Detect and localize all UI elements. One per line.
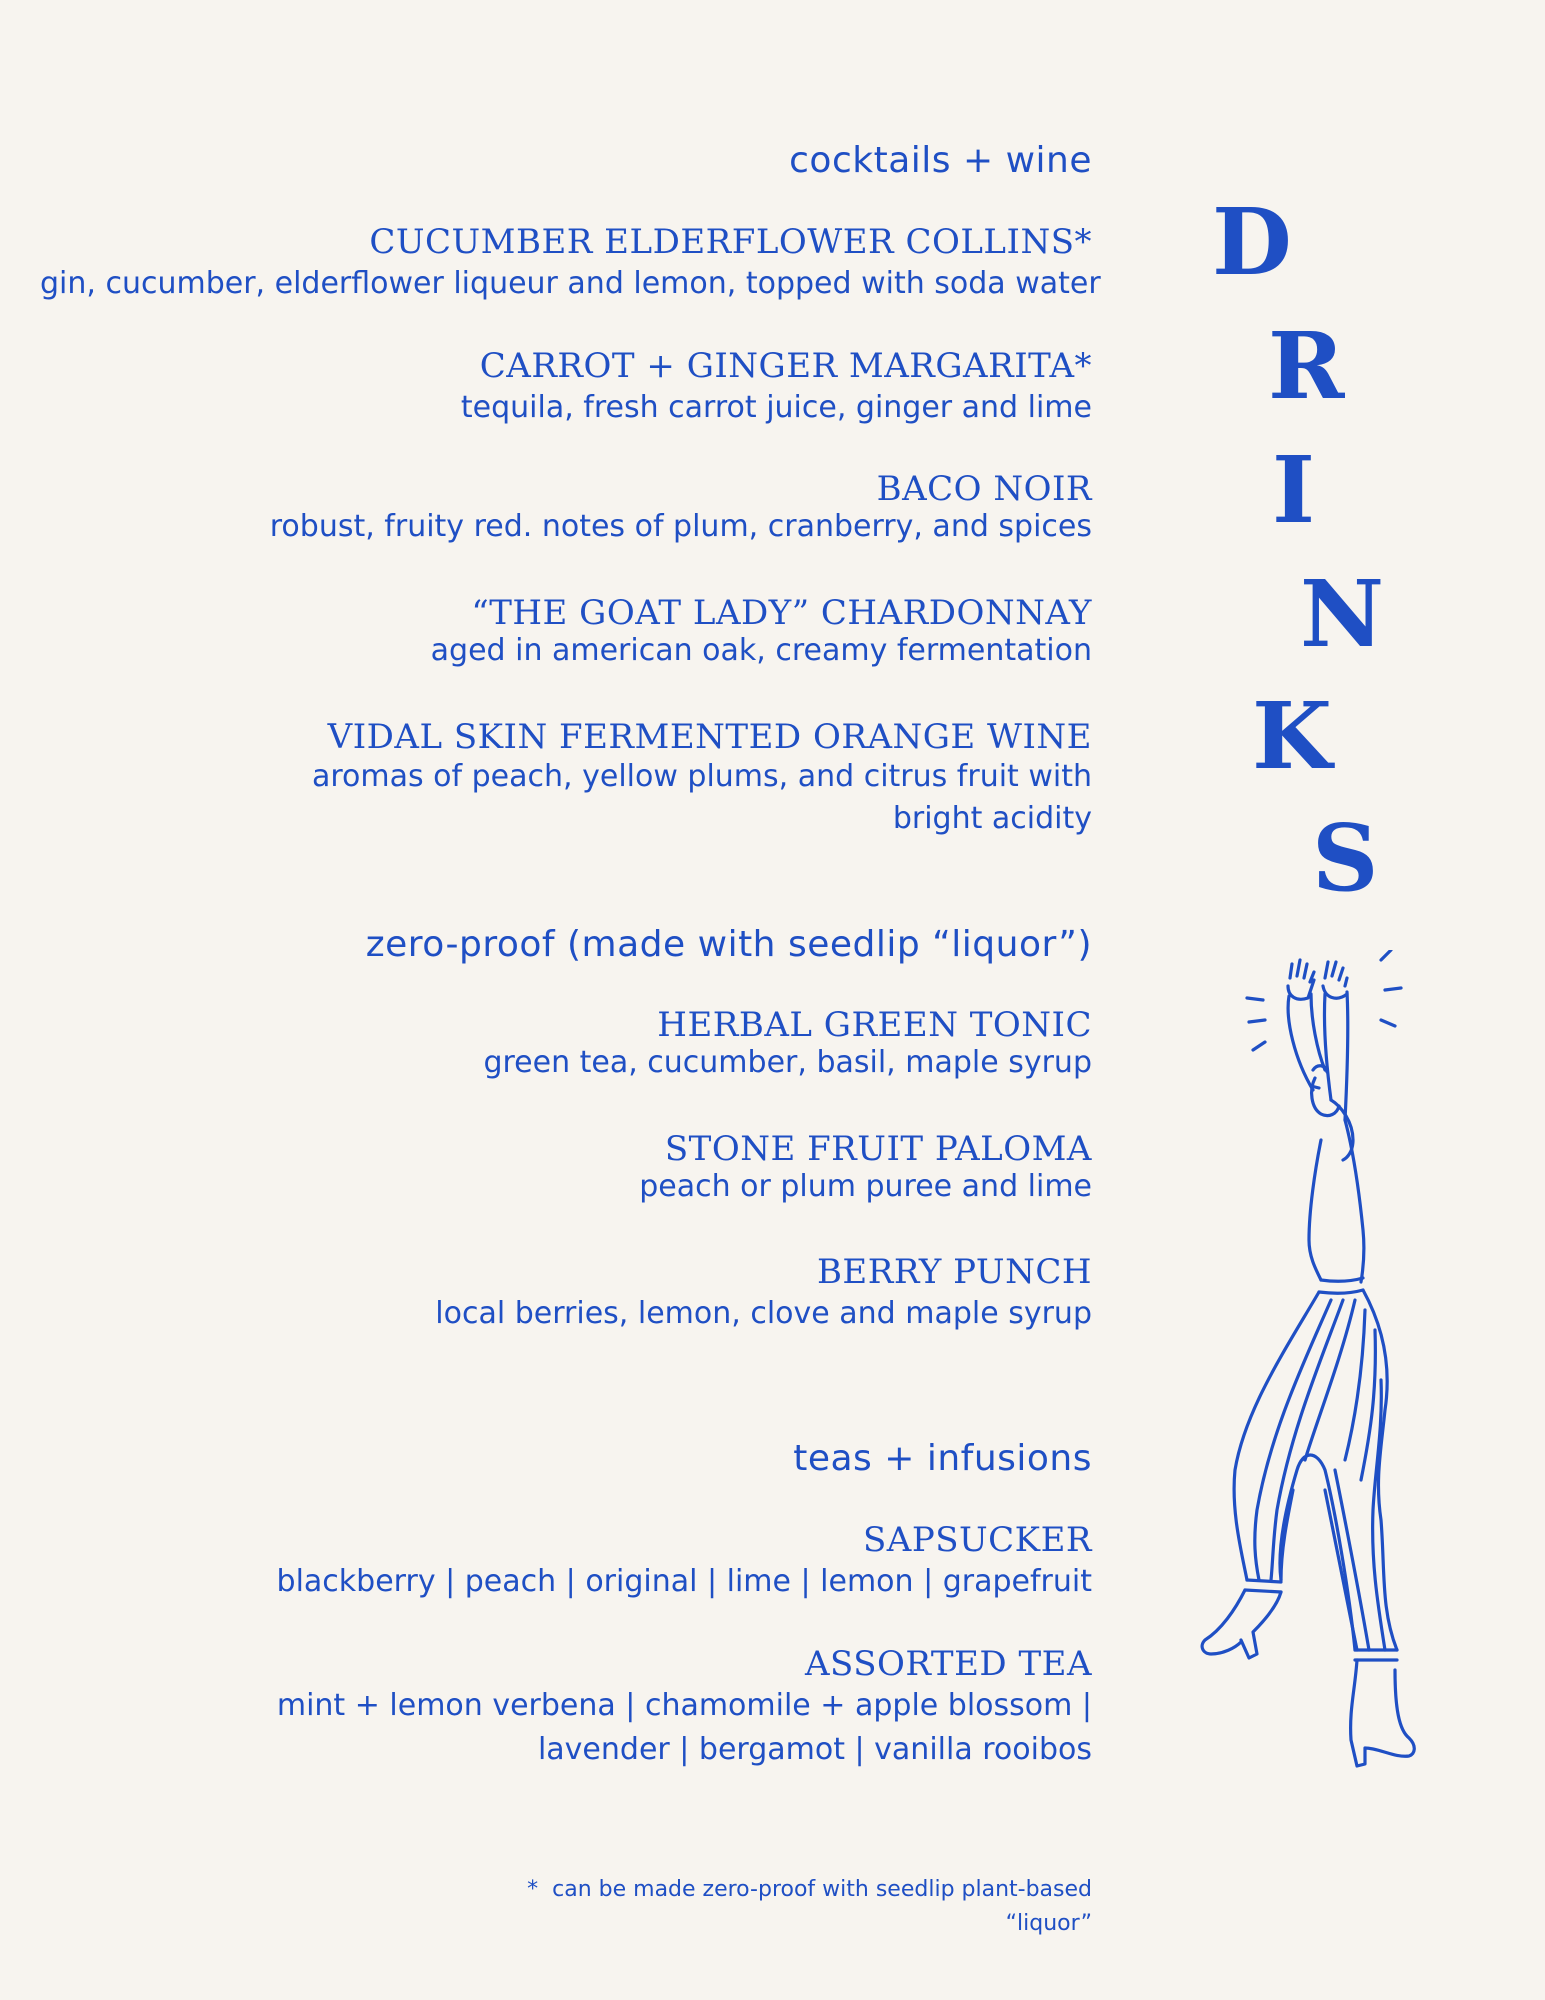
footnote-line-1 (392, 1873, 1092, 1907)
menu-item (40, 1644, 1092, 1772)
item-description: aromas of peach, yellow plums, and citrus fruit with (312, 759, 1092, 794)
item-name: “THE GOAT LADY” CHARDONNAY (471, 593, 1092, 633)
item-description: mint + lemon verbena | chamomile + apple blossom | (276, 1688, 1092, 1723)
menu-item (40, 1129, 1092, 1205)
item-name: VIDAL SKIN FERMENTED ORANGE WINE (327, 717, 1092, 757)
menu-item (40, 1520, 1092, 1604)
menu-item (40, 469, 1092, 545)
footnote-marker: * (527, 1877, 539, 1902)
item-description: lavender | bergamot | vanilla rooibos (537, 1732, 1092, 1767)
item-description: peach or plum puree and lime (639, 1169, 1092, 1204)
item-description: robust, fruity red. notes of plum, cranberry, and spices (269, 509, 1092, 544)
item-description: aged in american oak, creamy fermentation (430, 633, 1092, 668)
item-name: ASSORTED TEA (804, 1644, 1092, 1684)
item-name: CUCUMBER ELDERFLOWER COLLINS* (369, 222, 1092, 262)
item-description: tequila, fresh carrot juice, ginger and lime (460, 390, 1092, 425)
title-letter-k: K (1252, 682, 1332, 790)
footnote-text: can be made zero-proof with seedlip plant-based (552, 1877, 1092, 1902)
item-name: CARROT + GINGER MARGARITA* (479, 346, 1092, 386)
item-description: local berries, lemon, clove and maple syrup (435, 1296, 1092, 1331)
item-name: HERBAL GREEN TONIC (657, 1005, 1092, 1045)
section-title-cocktails-wine: cocktails + wine (789, 140, 1092, 181)
item-description: green tea, cucumber, basil, maple syrup (483, 1045, 1092, 1080)
item-description: blackberry | peach | original | lime | lemon | grapefruit (276, 1564, 1092, 1599)
title-letter-i: I (1272, 436, 1316, 544)
section-title-zero-proof: zero-proof (made with seedlip “liquor”) (365, 924, 1092, 965)
item-name: BERRY PUNCH (816, 1252, 1092, 1292)
menu-item (40, 717, 1092, 841)
title-letter-n: N (1300, 560, 1385, 668)
item-description: bright acidity (892, 801, 1092, 836)
section-title-teas-infusions: teas + infusions (793, 1438, 1092, 1479)
title-letter-s: S (1312, 804, 1379, 912)
item-description: gin, cucumber, elderflower liqueur and lemon, topped with soda water (40, 266, 1101, 301)
dancing-woman-illustration (1185, 950, 1465, 1770)
item-name: STONE FRUIT PALOMA (664, 1129, 1092, 1169)
footnote (392, 1873, 1092, 1941)
footnote-line-2: “liquor” (1005, 1911, 1092, 1936)
item-name: BACO NOIR (876, 469, 1092, 509)
menu-item (40, 1252, 1092, 1336)
title-letter-d: D (1212, 188, 1292, 296)
title-letter-r: R (1268, 312, 1345, 420)
menu-item (40, 1005, 1092, 1081)
menu-item (40, 222, 1101, 306)
item-name: SAPSUCKER (862, 1520, 1092, 1560)
menu-item (40, 346, 1092, 430)
menu-item (40, 593, 1092, 669)
